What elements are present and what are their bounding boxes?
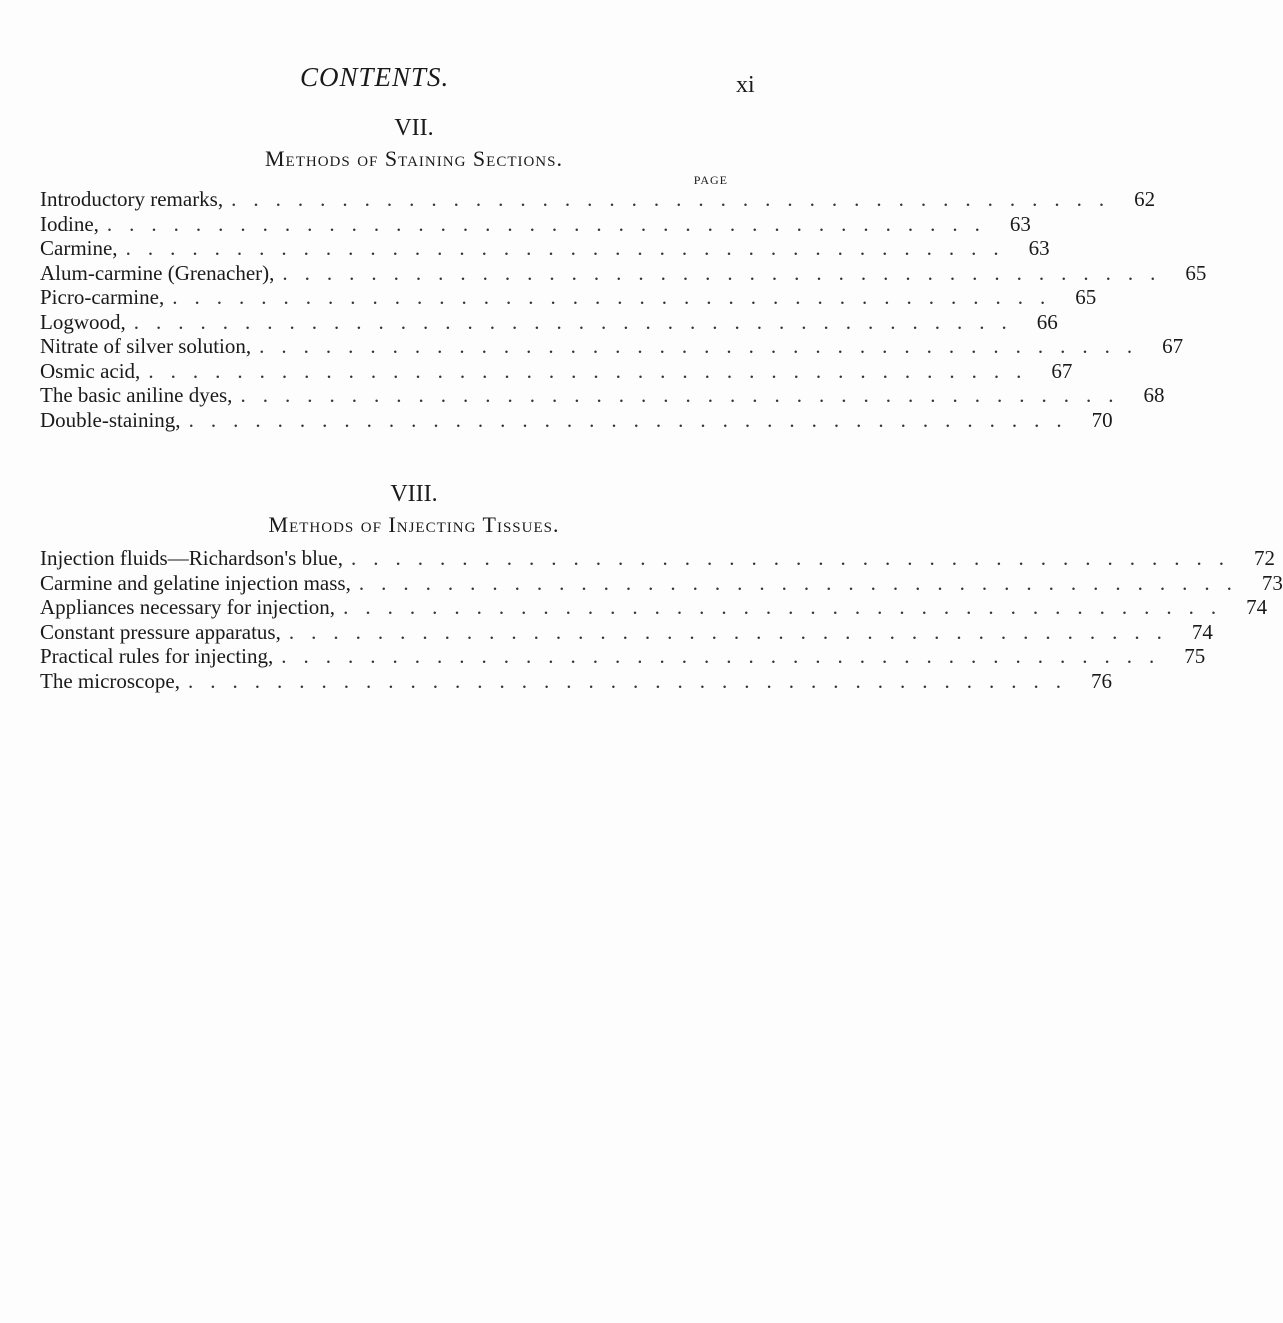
toc-entry-title: Injection fluids—Richardson's blue, (40, 546, 343, 570)
toc-entry-page: 74 (1191, 619, 1213, 644)
toc-entry (40, 334, 1184, 359)
toc-entry (40, 383, 1165, 408)
toc-entry-page: 67 (1051, 358, 1073, 383)
toc-entry-title: Nitrate of silver solution, (40, 334, 252, 358)
dot-leader: ........................................ (350, 546, 1241, 570)
toc-entry-title: Practical rules for injecting, (40, 644, 274, 668)
toc-entry (40, 644, 1206, 669)
toc-entry (40, 595, 1268, 620)
toc-entry-title: Appliances necessary for injection, (40, 595, 336, 619)
toc-entry-page: 62 (1134, 187, 1156, 211)
toc-entry-page: 63 (1009, 211, 1031, 236)
toc-entry-title: Introductory remarks, (40, 187, 224, 211)
section-number: VII. (394, 115, 434, 141)
toc-entry-page: 67 (1162, 334, 1184, 358)
dot-leader: ........................................ (188, 407, 1079, 432)
toc-entry (40, 668, 1112, 694)
toc-entry-page: 66 (1036, 309, 1058, 334)
toc-entry-title: The microscope, (40, 668, 180, 693)
toc-entry (40, 358, 1073, 384)
dot-leader: ........................................ (148, 358, 1039, 383)
toc-entry-title: Logwood, (40, 309, 126, 334)
section-title: Methods of Staining Sections. (265, 146, 563, 171)
toc-entry-page: 63 (1028, 236, 1050, 260)
running-head (0, 62, 801, 102)
toc-entry-title: Carmine and gelatine injection mass, (40, 570, 351, 595)
toc-entry-list (40, 546, 1283, 693)
toc-entry-page: 75 (1184, 644, 1206, 668)
toc-entry-page: 72 (1253, 546, 1275, 570)
dot-leader: ........................................ (358, 570, 1249, 595)
dot-leader: ........................................ (259, 334, 1150, 358)
toc-entry (40, 570, 1283, 596)
dot-leader: ........................................ (240, 383, 1131, 407)
toc-entry-page: 65 (1075, 285, 1097, 309)
toc-entry-page: 65 (1185, 260, 1207, 285)
toc-entry-title: Carmine, (40, 236, 118, 260)
dot-leader: ........................................ (125, 236, 1016, 260)
toc-entry-title: Iodine, (40, 211, 99, 236)
section-number: VIII. (390, 481, 438, 507)
section-title: Methods of Injecting Tissues. (268, 512, 560, 537)
toc-entry-title: Osmic acid, (40, 358, 141, 383)
section-viii (40, 478, 1283, 693)
toc-entry (40, 546, 1275, 571)
toc-entry-title: The basic aniline dyes, (40, 383, 233, 407)
toc-entry-title: Alum-carmine (Grenacher), (40, 260, 275, 285)
dot-leader: ........................................ (281, 644, 1172, 668)
toc-entry (40, 236, 1050, 261)
toc-entry (40, 187, 1156, 212)
toc-entry (40, 260, 1207, 286)
page-number: xi (736, 72, 755, 98)
toc-entry (40, 211, 1031, 237)
toc-entry-page: 74 (1246, 595, 1268, 619)
toc-entry-page: 68 (1143, 383, 1165, 407)
dot-leader: ........................................ (282, 260, 1173, 285)
dot-leader: ........................................ (106, 211, 997, 236)
dot-leader: ........................................ (187, 668, 1078, 693)
page-column-label: PAGE (693, 173, 728, 187)
toc-entry-page: 73 (1261, 570, 1283, 595)
section-vii (40, 112, 1207, 432)
toc-entry-page: 76 (1090, 668, 1112, 693)
toc-entry (40, 309, 1058, 335)
dot-leader: ........................................ (172, 285, 1063, 309)
toc-entry-page: 70 (1091, 407, 1113, 432)
toc-entry (40, 619, 1213, 645)
dot-leader: ........................................ (288, 619, 1179, 644)
dot-leader: ........................................ (231, 187, 1122, 211)
toc-entry-title: Constant pressure apparatus, (40, 619, 281, 644)
dot-leader: ........................................ (133, 309, 1024, 334)
toc-entry-title: Picro-carmine, (40, 285, 165, 309)
toc-entry-title: Double-staining, (40, 407, 181, 432)
dot-leader: ........................................ (343, 595, 1234, 619)
toc-entry (40, 285, 1097, 310)
running-title: CONTENTS. (300, 62, 450, 92)
toc-entry-list (40, 187, 1207, 432)
toc-entry (40, 407, 1113, 433)
